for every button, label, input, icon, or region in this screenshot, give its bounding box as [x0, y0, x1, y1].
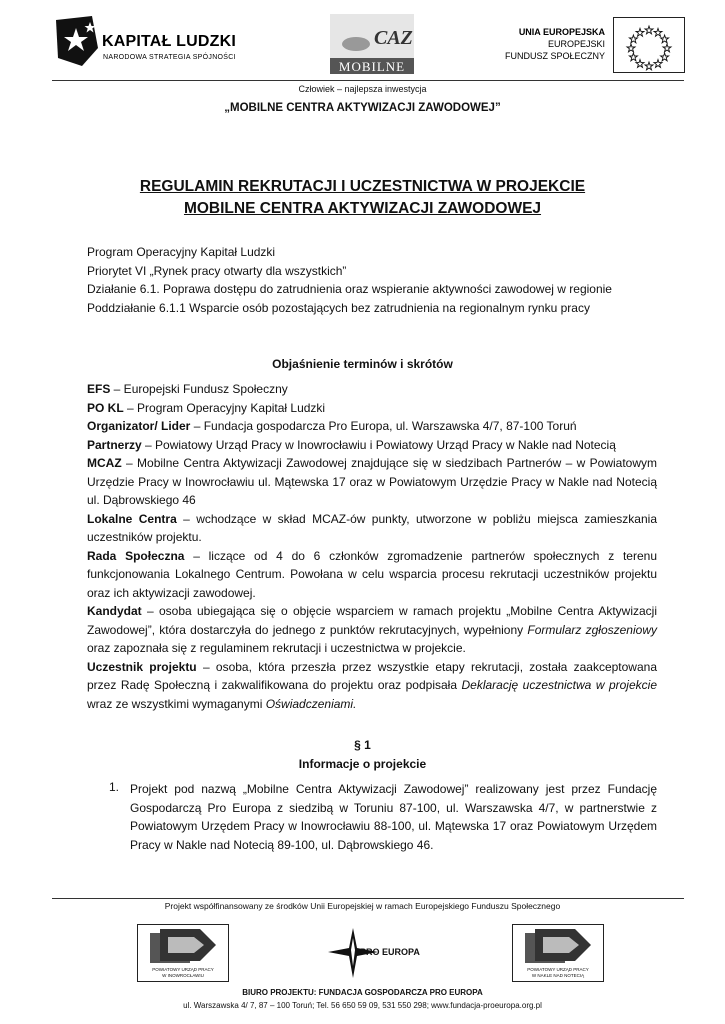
- header-divider: [52, 80, 684, 81]
- term-definition: – Fundacja gospodarcza Pro Europa, ul. Warszawska 4/7, 87-100 Toruń: [190, 419, 577, 433]
- term-social-council: [87, 547, 657, 603]
- footer-divider: [52, 898, 684, 899]
- list-item-number: 1.: [109, 780, 120, 794]
- pro-europa-star-icon: [322, 922, 420, 982]
- term-name: EFS: [87, 382, 111, 396]
- pup-naklo-line1: POWIATOWY URZĄD PRACY: [527, 967, 589, 972]
- kapital-ludzki-subtitle: NARODOWA STRATEGIA SPÓJNOŚCI: [103, 54, 236, 61]
- term-definition: – wchodzące w skład MCAZ-ów punkty, utworzone w pobliżu miejsca zamieszkania uczestników projektu.: [87, 511, 657, 544]
- pup-inowroclaw-line1: POWIATOWY URZĄD PRACY: [152, 967, 214, 972]
- measure-line: Działanie 6.1. Poprawa dostępu do zatrudnienia oraz wspieranie aktywności zawodowej w regionie: [87, 282, 612, 296]
- term-local-centers: [87, 510, 657, 547]
- term-name: Lokalne Centra: [87, 511, 177, 526]
- term-name: Rada Społeczna: [87, 548, 185, 563]
- pup-inowroclaw-logo: [137, 924, 229, 982]
- eu-label: [505, 26, 605, 62]
- term-pokl: [87, 399, 657, 418]
- eu-label-line3: FUNDUSZ SPOŁECZNY: [505, 51, 606, 61]
- term-name: Organizator/ Lider: [87, 419, 191, 433]
- term-name: PO KL: [87, 400, 124, 415]
- mcaz-logo: [330, 14, 414, 74]
- term-name: Kandydat: [87, 604, 142, 618]
- list-item-text: Projekt pod nazwą „Mobilne Centra Aktywizacji Zawodowej” realizowany jest przez Fundację Gospodarczą Pro Europa z siedzibą w Toruniu 87-100, ul. Warszawska 4/7, w partnerstwie z Powiatowym Urzędem Pracy w Inowrocławiu 88-100, ul. Mątewska 17 oraz Powiatowym Urzędem Pracy w Nakle nad Notecią 89-100, ul. Dąbrowskiego 46.: [130, 782, 657, 852]
- section-title: Informacje o projekcie: [298, 757, 427, 771]
- term-definition: – Program Operacyjny Kapitał Ludzki: [123, 400, 326, 415]
- kapital-ludzki-title: KAPITAŁ LUDZKI: [102, 33, 237, 50]
- mcaz-logo-mobilne: MOBILNE: [338, 59, 406, 74]
- document-title-line2: MOBILNE CENTRA AKTYWIZACJI ZAWODOWEJ: [183, 200, 542, 217]
- eu-label-line2: EUROPEJSKI: [547, 39, 605, 49]
- term-candidate: [87, 602, 657, 658]
- section-number: § 1: [354, 738, 371, 752]
- term-definition: oraz zapoznała się z regulaminem rekrutacji i uczestnictwa w projekcie.: [87, 641, 466, 655]
- pup-naklo-line2: W NAKLE NAD NOTECIĄ: [531, 973, 585, 978]
- terms-list: [87, 380, 657, 713]
- project-office-address: ul. Warszawska 4/ 7, 87 – 100 Toruń; Tel. 56 650 59 09, 531 550 298; www.fundacja-proeuropa.org.pl: [183, 1001, 542, 1010]
- term-definition-italic: Formularz zgłoszeniowy: [527, 622, 657, 637]
- term-definition: – liczące od 4 do 6 członków zgromadzenie partnerów społecznych z terenu funkcjonowania Lokalnego Centrum. Powołana w celu wsparcia procesu rekrutacji uczestników projektu oraz ich aktywizacji zawodowej.: [87, 548, 657, 600]
- pup-naklo-logo: [512, 924, 604, 982]
- cofinance-note: Projekt współfinansowany ze środków Unii Europejskiej w ramach Europejskiego Funduszu Społecznego: [164, 901, 561, 911]
- term-participant: [87, 658, 657, 714]
- term-definition: – Europejski Fundusz Społeczny: [110, 382, 288, 396]
- term-partners: [87, 436, 657, 455]
- submeasure-line: Poddziałanie 6.1.1 Wsparcie osób pozostających bez zatrudnienia na regionalnym rynku pracy: [87, 300, 590, 315]
- priority-line: Priorytet VI „Rynek pracy otwarty dla wszystkich”: [87, 263, 347, 278]
- term-definition: – Powiatowy Urząd Pracy w Inowrocławiu i Powiatowy Urząd Pracy w Nakle nad Notecią: [141, 437, 616, 452]
- term-definition: wraz ze wszystkimi wymaganymi: [87, 696, 266, 711]
- mcaz-logo-caz: CAZ: [374, 27, 413, 49]
- pro-europa-text: PRO EUROPA: [360, 947, 420, 957]
- term-efs: [87, 380, 657, 399]
- kapital-ludzki-star-icon: [52, 14, 102, 70]
- term-definition: – Mobilne Centra Aktywizacji Zawodowej znajdujące się w siedzibach Partnerów – w Powiatowym Urzędzie Pracy w Inowrocławiu ul. Mątewska 17 oraz w Powiatowym Urzędzie Pracy w Nakle nad Notecią ul. Dąbrowskiego 46: [87, 456, 657, 507]
- pro-europa-logo: [322, 922, 420, 982]
- pup-inowroclaw-line2: W INOWROCŁAWIU: [162, 973, 204, 978]
- term-name: MCAZ: [87, 456, 122, 470]
- pup-arrow-icon: [513, 925, 603, 969]
- pup-arrow-icon: [138, 925, 228, 969]
- eu-flag-icon: [613, 17, 685, 73]
- eu-label-line1: UNIA EUROPEJSKA: [518, 27, 605, 37]
- term-name: Partnerzy: [87, 437, 142, 452]
- term-definition: – osoba, która przeszła przez wszystkie etapy rekrutacji, została zaakceptowana przez Radę Społeczną i zakwalifikowana do projektu oraz podpisała: [87, 659, 657, 692]
- term-mcaz: [87, 454, 657, 510]
- program-line: Program Operacyjny Kapitał Ludzki: [87, 245, 276, 259]
- tagline: Człowiek – najlepsza inwestycja: [298, 84, 427, 94]
- term-definition-italic: Oświadczeniami.: [265, 696, 357, 711]
- term-organizer: [87, 417, 657, 436]
- project-office: BIURO PROJEKTU: FUNDACJA GOSPODARCZA PRO EUROPA: [242, 988, 483, 997]
- project-name: „MOBILNE CENTRA AKTYWIZACJI ZAWODOWEJ”: [224, 102, 501, 114]
- document-title-line1: REGULAMIN REKRUTACJI I UCZESTNICTWA W PROJEKCIE: [139, 178, 586, 195]
- terms-heading: Objaśnienie terminów i skrótów: [272, 357, 453, 371]
- document-title: [0, 176, 725, 220]
- term-definition: – osoba ubiegająca się o objęcie wsparciem w ramach projektu „Mobilne Centra Aktywizacji Zawodowej”, która dostarczyła do jednego z punktów rekrutacyjnych, wypełniony: [87, 604, 657, 637]
- program-info: [87, 243, 657, 317]
- term-name: Uczestnik projektu: [87, 659, 197, 674]
- term-definition-italic: Deklarację uczestnictwa w projekcie: [461, 678, 657, 692]
